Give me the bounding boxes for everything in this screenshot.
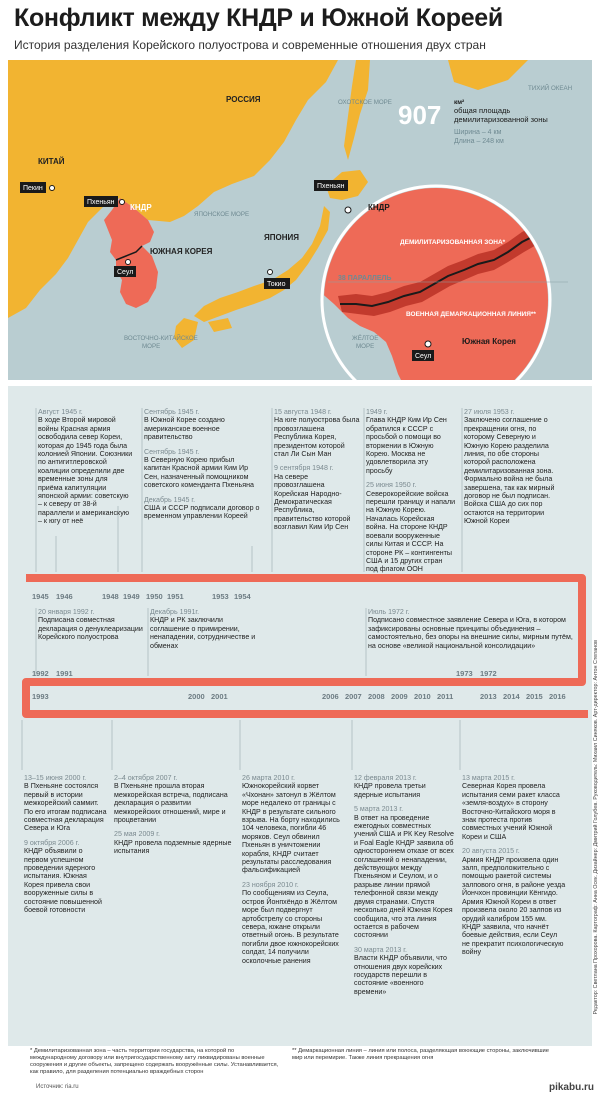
watermark: pikabu.ru	[548, 1082, 594, 1093]
inset-south-korea: Южная Корея	[462, 337, 516, 346]
inset-area-value: 907	[398, 100, 442, 130]
inset-area-unit: км²	[454, 99, 465, 106]
year-label: 1945	[32, 592, 49, 601]
city-pyongyang: Пхеньян	[87, 199, 115, 206]
event-1992: 20 января 1992 г. Подписана совместная декларация о денуклеаризации Корейского полуострова	[38, 608, 143, 642]
inset-parallel: 38 ПАРАЛЛЕЛЬ	[338, 275, 392, 282]
inset-yellow-sea-1: ЖЁЛТОЕ	[352, 335, 379, 342]
label-japan: ЯПОНИЯ	[264, 233, 299, 242]
inset-dprk: КНДР	[368, 203, 390, 212]
region-map	[8, 60, 592, 380]
year-label: 1993	[32, 692, 49, 701]
inset-yellow-sea-2: МОРЕ	[356, 343, 375, 350]
year-label: 2014	[503, 692, 520, 701]
inset-seoul: Сеул	[415, 353, 432, 360]
inset-area-desc-2: демилитаризованной зоны	[454, 115, 548, 124]
year-label: 2016	[549, 692, 566, 701]
event-1945-august: Август 1945 г. В ходе Второй мировой войны Красная армия освободила север Кореи, которая до 1945 года была колонией Японии. Союзники по антигитлеровской коалиции определили две временные зоны для приёма капитуляции японской армии: советскую – к северу от 38-й параллели и американскую – к югу от неё	[38, 408, 133, 526]
city-dot-seoul	[126, 260, 131, 265]
year-label: 1972	[480, 669, 497, 678]
page-subtitle: История разделения Корейского полуострова и современные отношения двух стран	[14, 38, 486, 52]
year-label: 1954	[234, 592, 251, 601]
city-beijing: Пекин	[23, 185, 43, 192]
year-label: 2011	[437, 692, 454, 701]
inset-demarcation-label: ВОЕННАЯ ДЕМАРКАЦИОННАЯ ЛИНИЯ**	[406, 311, 536, 318]
credits: Редактор: Светлана Прохорова. Картограф: Анна Осек. Дизайнер: Дмитрий Голубев. Руководитель: Михаил Синяков. Арт-директор: Антон Степанов	[593, 640, 599, 1015]
event-2015: 13 марта 2015 г. Северная Корея провела испытания семи ракет класса «земля-воздух» в сторону Восточно-Китайского моря в знак протеста против совместных учений Южной Кореи и США 20 августа 2015 г. Армия КНДР произвела один залп, предположительно с помощью ракетой системы залпового огня, в районе уезда Йончхон провинции Кёнгидо. Армия Южной Кореи в ответ произвела около 20 залпов из орудий калибром 155 мм. КНДР заявила, что начнёт боевые действия, если Сеул не прекратит психологическую войну	[462, 774, 566, 957]
year-label: 2010	[414, 692, 431, 701]
year-label: 2001	[211, 692, 228, 701]
year-label: 1946	[56, 592, 73, 601]
inset-length: Длина – 248 км	[454, 138, 504, 145]
footnote-demarcation: ** Демаркационная линия – линия или полоса, разделяющая воюющие стороны, заключившие мир или перемирие. Также линия прекращения огня	[292, 1048, 549, 1061]
label-dprk: КНДР	[130, 203, 152, 212]
year-label: 1973	[456, 669, 473, 678]
year-label: 1951	[167, 592, 184, 601]
city-dot-tokyo	[268, 270, 273, 275]
year-label: 2000	[188, 692, 205, 701]
year-label: 2015	[526, 692, 543, 701]
year-label: 2009	[391, 692, 408, 701]
event-1953: 27 июля 1953 г. Заключено соглашение о прекращении огня, по которому Северную и Южную Корею разделила линия, по обе стороны которой расположена демилитаризованная зона. Формально война не была завершена, так как мирный договор не был подписан. Войска США до сих пор остаются на территории Южной Кореи	[464, 408, 555, 526]
label-china: КИТАЙ	[38, 157, 65, 166]
label-east-china-sea-2: МОРЕ	[142, 343, 161, 350]
city-dot-pyongyang	[120, 200, 125, 205]
source-note: Источник: ria.ru	[36, 1084, 79, 1090]
city-seoul: Сеул	[117, 269, 134, 276]
inset-dot-seoul	[425, 341, 431, 347]
label-east-china-sea-1: ВОСТОЧНО-КИТАЙСКОЕ	[124, 335, 198, 342]
inset-dmz-label: ДЕМИЛИТАРИЗОВАННАЯ ЗОНА*	[400, 239, 506, 246]
year-label: 2013	[480, 692, 497, 701]
year-label: 1949	[123, 592, 140, 601]
year-label: 1953	[212, 592, 229, 601]
label-south-korea: ЮЖНАЯ КОРЕЯ	[150, 247, 213, 256]
event-2007-2009: 2–4 октября 2007 г. В Пхеньяне прошла вторая межкорейская встреча, подписана декларация о развитии межкорейских отношений, мире и процветании 25 мая 2009 г. КНДР провела подземные ядерные испытания	[114, 774, 232, 856]
event-1972: Июль 1972 г. Подписано совместное заявление Севера и Юга, в котором зафиксированы основные принципы объединения – самостоятельно, без опоры на внешние силы, мирным путём, на основе «великой национальной консолидации»	[368, 608, 573, 650]
year-label: 1991	[56, 669, 73, 678]
year-label: 2006	[322, 692, 339, 701]
year-label: 1950	[146, 592, 163, 601]
city-dot-beijing	[50, 186, 55, 191]
footnote-dmz: * Демилитаризованная зона – часть территории государства, на которой по международному договору или внутригосударственному акту ликвидированы военные сооружения и другие объекты, запрещено содержать вооружённые силы. Устанавливается, как правило, для разделения потенциально враждебных сторон	[30, 1048, 279, 1075]
label-russia: РОССИЯ	[226, 95, 261, 104]
label-japan-sea: ЯПОНСКОЕ МОРЕ	[194, 211, 250, 218]
year-label: 2008	[368, 692, 385, 701]
label-pacific: ТИХИЙ ОКЕАН	[528, 85, 573, 92]
timeline-panel	[8, 386, 592, 1046]
event-2013: 12 февраля 2013 г. КНДР провела третьи ядерные испытания 5 марта 2013 г. В ответ на проведение ежегодных совместных учений США и РК Key Resolve и Foal Eagle КНДР заявила об одностороннем отказе от всех соглашений о ненападении, действующих между Пхеньяном и Сеулом, и о разрыве линии прямой телефонной связи между двумя странами. Спустя несколько дней Южная Корея сообщила, что эта линия остается в рабочем состоянии 30 марта 2013 г. Власти КНДР объявили, что отношения двух корейских государств перешли в состояние «военного времени»	[354, 774, 454, 996]
inset-width: Ширина – 4 км	[454, 129, 502, 136]
inset-area-desc-1: общая площадь	[454, 106, 511, 115]
event-2010: 26 марта 2010 г. Южнокорейский корвет «Чхонан» затонул в Жёлтом море недалеко от границы с КНДР в результате сильного взрыва. На борту находились 104 человека, погибли 46 моряков. Сеул обвинил Пхеньян в уничтожении корабля, КНДР считает результаты расследования фальсификацией 23 ноября 2010 г. По сообщениям из Сеула, остров Йонпхёндо в Жёлтом море был подвергнут артобстрелу со стороны севера, южане открыли ответный огонь. В результате погибли двое южнокорейских солдат, 14 получили осколочные ранения	[242, 774, 340, 965]
inset-pyongyang: Пхеньян	[317, 183, 345, 190]
label-okhotsk: ОХОТСКОЕ МОРЕ	[338, 99, 392, 106]
year-label: 1992	[32, 669, 49, 678]
year-label: 1948	[102, 592, 119, 601]
event-1991: Декабрь 1991г. КНДР и РК заключили соглашение о примирении, ненападении, сотрудничестве и обменах	[150, 608, 256, 650]
event-1949-1950: 1949 г. Глава КНДР Ким Ир Сен обратился к СССР с просьбой о помощи во вторжении в Южную Корею. Москва не удовлетворила эту просьбу 25 июня 1950 г. Северокорейские войска перешли границу и напали на Южную Корею. Началась Корейская война. На стороне КНДР воевали вооруженные силы Китая и СССР. На стороне РК – контингенты США и 15 других стран под флагом ООН	[366, 408, 456, 574]
year-label: 2007	[345, 692, 362, 701]
page-title: Конфликт между КНДР и Южной Кореей	[14, 4, 503, 32]
city-tokyo: Токио	[267, 281, 286, 288]
event-1948: 15 августа 1948 г. На юге полуострова была провозглашена Республика Корея, президентом которой стал Ли Сын Ман 9 сентября 1948 г. На севере провозглашена Корейская Народно-Демократическая Республика, правительство которой возглавил Ким Ир Сен	[274, 408, 360, 532]
event-1945-september: Сентябрь 1945 г. В Южной Корее создано американское военное правительство Сентябрь 1945 г. В Северную Корею прибыл капитан Красной армии Ким Ир Сен, назначенный помощником советского коменданта Пхеньяна Декабрь 1945 г. США и СССР подписали договор о временном управлении Кореей	[144, 408, 260, 521]
inset-dot-pyongyang	[345, 207, 351, 213]
event-2000-2006: 13–15 июня 2000 г. В Пхеньяне состоялся первый в истории межкорейский саммит. По его итогам подписана совместная декларация Севера и Юга 9 октября 2006 г. КНДР объявили о первом успешном проведении ядерного испытания. Южная Корея привела свои вооруженные силы в состояние повышенной боевой готовности	[24, 774, 107, 915]
